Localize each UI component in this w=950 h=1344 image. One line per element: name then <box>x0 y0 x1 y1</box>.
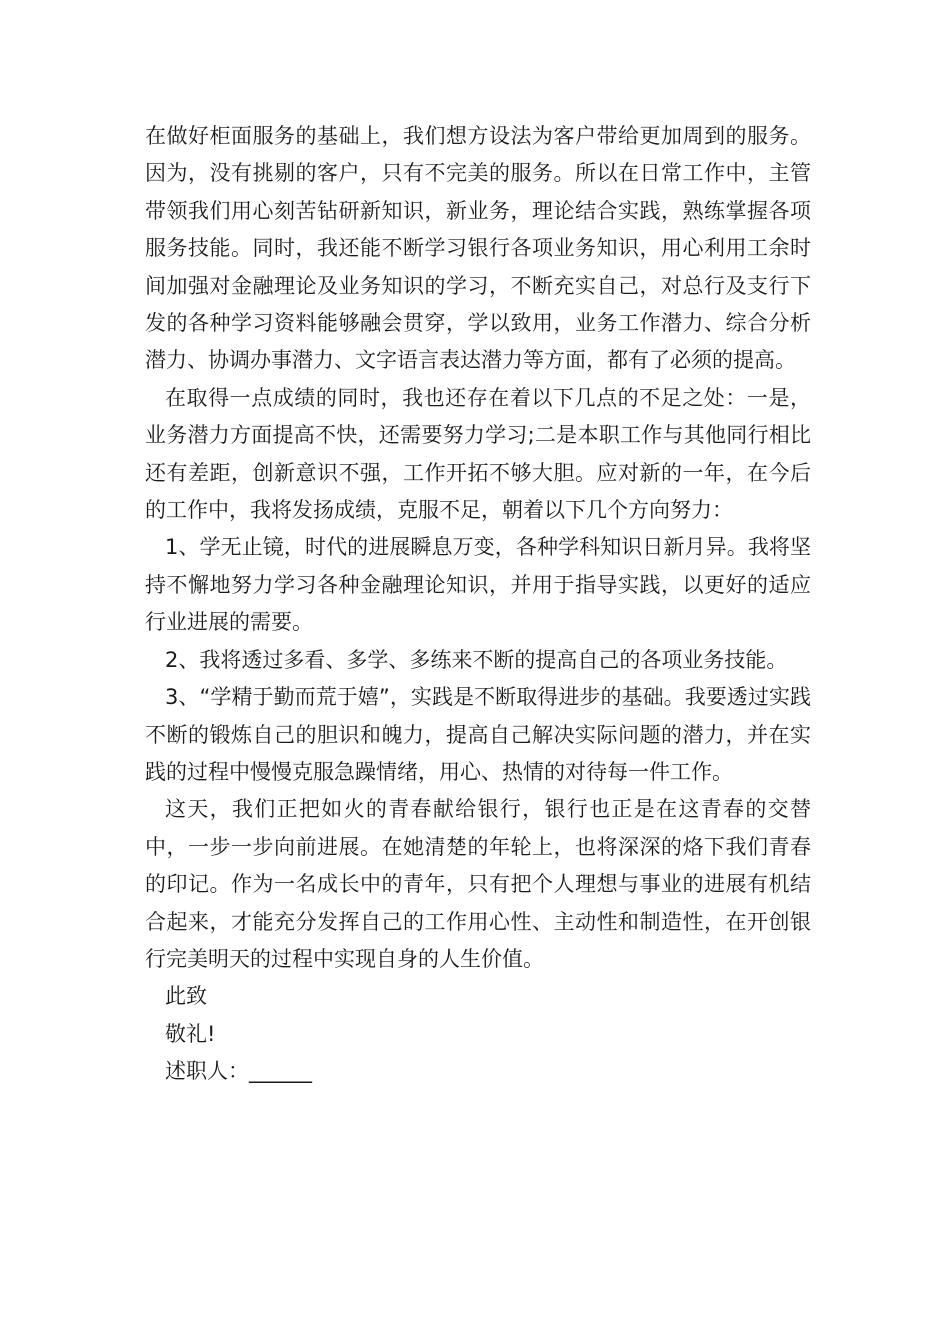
paragraph-goal-2: 2、我将透过多看、多学、多练来不断的提高自己的各项业务技能。 <box>165 647 788 672</box>
paragraph-conclusion: 这天，我们正把如火的青春献给银行，银行也正是在这青春的交替中，一步一步向前进展。在她清楚的年轮上，也将深深的烙下我们青春的印记。作为一名成长中的青年，只有把个人理想与事业的进展有机结合起来，才能充分发挥自己的工作用心性、主动性和制造性，在开创银行完美明天的过程中实现自身的人生价值。 <box>145 797 811 971</box>
document-body <box>145 118 811 1091</box>
closing-salutation: 此致 <box>165 984 207 1009</box>
signature-blank: ______ <box>249 1059 312 1084</box>
paragraph-shortcomings: 在取得一点成绩的同时，我也还存在着以下几点的不足之处：一是，业务潜力方面提高不快，还需要努力学习;二是本职工作与其他同行相比还有差距，创新意识不强，工作开拓不够大胆。应对新的一年，在今后的工作中，我将发扬成绩，克服不足，朝着以下几个方向努力： <box>145 385 811 523</box>
signature-label: 述职人： <box>165 1059 249 1084</box>
paragraph-goal-1: 1、学无止镜，时代的进展瞬息万变，各种学科知识日新月异。我将坚持不懈地努力学习各种金融理论知识，并用于指导实践，以更好的适应行业进展的需要。 <box>145 535 811 635</box>
closing-regards: 敬礼! <box>165 1021 216 1046</box>
paragraph-service-skills: 在做好柜面服务的基础上，我们想方设法为客户带给更加周到的服务。因为，没有挑剔的客户，只有不完美的服务。所以在日常工作中，主管带领我们用心刻苦钻研新知识，新业务，理论结合实践，熟练掌握各项服务技能。同时，我还能不断学习银行各项业务知识，用心利用工余时间加强对金融理论及业务知识的学习，不断充实自己，对总行及支行下发的各种学习资料能够融会贯穿，学以致用，业务工作潜力、综合分析潜力、协调办事潜力、文字语言表达潜力等方面，都有了必须的提高。 <box>145 124 811 373</box>
signature-line <box>145 1053 811 1090</box>
paragraph-goal-3: 3、“学精于勤而荒于嬉”，实践是不断取得进步的基础。我要透过实践不断的锻炼自己的胆识和魄力，提高自己解决实际问题的潜力，并在实践的过程中慢慢克服急躁情绪，用心、热情的对待每一件工作。 <box>145 685 811 784</box>
